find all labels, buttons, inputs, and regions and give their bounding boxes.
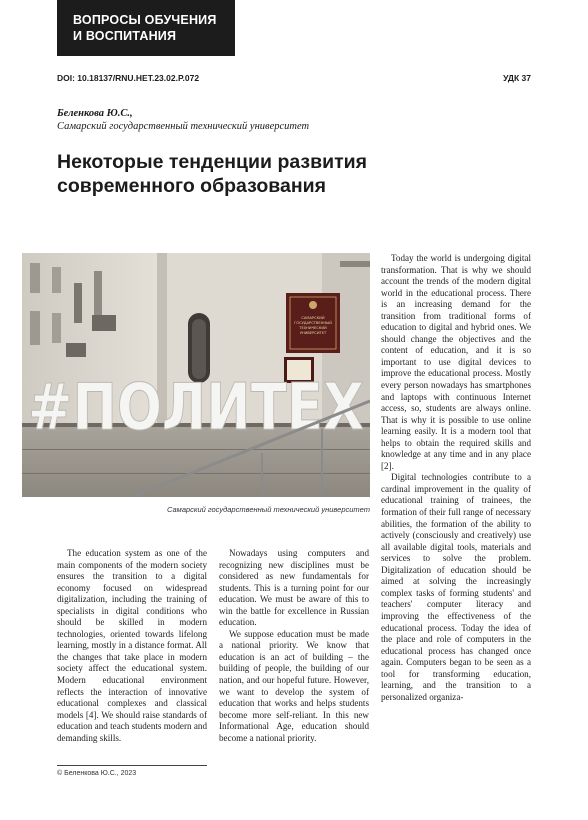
article-title-line2: современного образования	[57, 175, 326, 197]
article-title	[57, 150, 477, 198]
text-column-3	[381, 253, 531, 703]
section-label	[57, 0, 235, 56]
svg-text:УНИВЕРСИТЕТ: УНИВЕРСИТЕТ	[299, 331, 327, 335]
paragraph: We suppose education must be made a national priority. We know that education is an act of building – the building of people, the building of our nation, and our hopeful future. However, we want to develop the system of education that works and helps students become more self-reliant. In this new Informational Age, education should become a national priority.	[219, 628, 369, 743]
photo-caption: Самарский государственный технический университет	[167, 505, 370, 514]
section-label-line2: И ВОСПИТАНИЯ	[73, 29, 177, 43]
doi: DOI: 10.18137/RNU.HET.23.02.P.072	[57, 73, 200, 83]
text-column-1	[57, 548, 207, 744]
svg-text:ГОСУДАРСТВЕННЫЙ: ГОСУДАРСТВЕННЫЙ	[294, 321, 332, 325]
author-name: Беленкова Ю.С.,	[57, 108, 133, 119]
svg-text:ТЕХНИЧЕСКИЙ: ТЕХНИЧЕСКИЙ	[299, 326, 327, 330]
paragraph: The education system as one of the main components of the modern society ensures the transition to a digital economy focused on widespread digitalization, including the training of specialists in digital conditions who should be skilled in modern technologies, oriented towards lifelong learning, mostly in a distance format. All the changes that take place in modern society affect the educational system. Modern educational environment reflects the interaction of innovative educational complexes and classical models [4]. We should raise standards of education and teach students modern and demanding skills.	[57, 548, 207, 743]
footnote-rule	[57, 765, 207, 766]
paragraph: Digital technologies contribute to a cardinal improvement in the quality of educational training of trainees, the formation of their full range of necessary abilities, the formation of the ability to actively (consciously and creatively) use all available digital tools, materials and services to solve the problem. Digitalization of education should be aimed at solving the increasingly complex tasks of forming students' and teachers' computer literacy and improving the effectiveness of the educational process. Today the idea of the place and role of computers in the educational process has changed once again. Computers began to be seen as a tool for transforming education, learning, and the transition to a personalized organiza-	[381, 472, 531, 702]
text-column-2	[219, 548, 369, 744]
copyright: © Беленкова Ю.С., 2023	[57, 770, 137, 777]
university-photo-illustration	[22, 253, 370, 497]
svg-text:#ПОЛИТЕХ: #ПОЛИТЕХ	[28, 371, 364, 445]
university-photo	[22, 253, 370, 497]
udk-code: УДК 37	[503, 73, 531, 83]
author-affiliation: Самарский государственный технический университет	[57, 121, 310, 132]
section-label-line1: ВОПРОСЫ ОБУЧЕНИЯ	[73, 13, 217, 27]
paragraph: Nowadays using computers and recognizing new disciplines must be considered as new fundamentals for students. This is a turning point for our education. We must be aware of this to win the battle for excellence in Russian education.	[219, 548, 369, 628]
author-block	[57, 107, 309, 133]
paragraph: Today the world is undergoing digital transformation. That is why we should account the trends of the modern digital world in the educational process. There is an increasing demand for the transition from traditional forms of education to digital and hybrid ones. We should change the objectives and the content of education, and it is so important to use digital devices to improve the educational process. Mostly every person nowadays has smartphones and laptops with continuous Internet access, so, students are always online. That is why it is possible to use online learning easily. It is a modern tool that helps to obtain the required skills and knowledge at any time and in any place [2].	[381, 253, 531, 471]
svg-text:САМАРСКИЙ: САМАРСКИЙ	[301, 316, 325, 320]
article-title-line1: Некоторые тенденции развития	[57, 151, 368, 173]
